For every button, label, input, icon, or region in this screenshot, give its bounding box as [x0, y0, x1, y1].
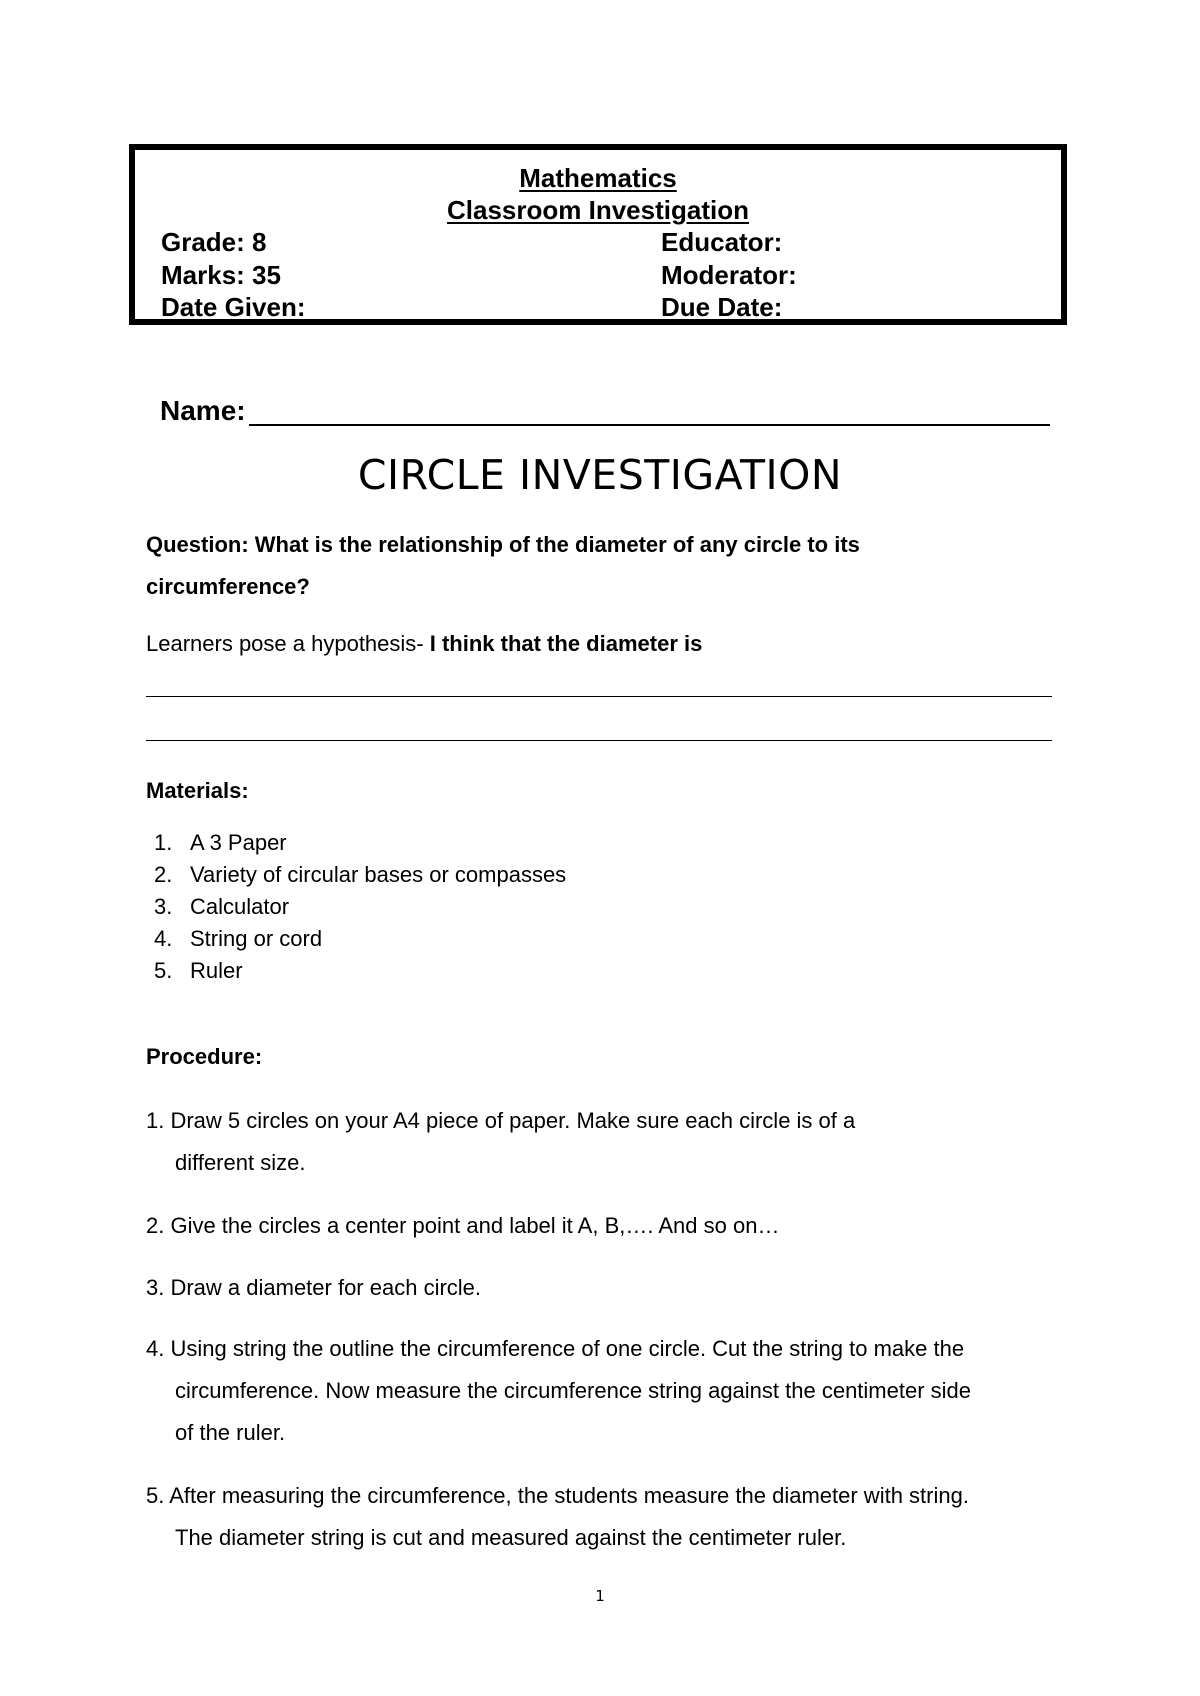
- list-item-text: A 3 Paper: [190, 830, 287, 855]
- list-item-number: 2.: [154, 862, 173, 887]
- step-line: 4. Using string the outline the circumference of one circle. Cut the string to make the: [146, 1336, 965, 1361]
- hypothesis-prefix: Learners pose a hypothesis-: [146, 631, 430, 656]
- step-line: circumference. Now measure the circumference string against the centimeter side: [175, 1378, 972, 1403]
- step-line: 3. Draw a diameter for each circle.: [146, 1275, 482, 1300]
- procedure-heading: Procedure:: [146, 1044, 263, 1069]
- subject-title: Mathematics: [519, 163, 677, 193]
- header-box: [129, 144, 1067, 325]
- grade-field: Grade: 8: [161, 227, 267, 257]
- hypothesis-answer-line-1: [146, 696, 1052, 697]
- hypothesis-answer-line-2: [146, 740, 1052, 741]
- hypothesis-statement: I think that the diameter is: [429, 631, 703, 656]
- page-title: CIRCLE INVESTIGATION: [357, 451, 843, 499]
- step-line: 2. Give the circles a center point and label it A, B,…. And so on…: [146, 1213, 780, 1238]
- step-line: 5. After measuring the circumference, the students measure the diameter with string.: [146, 1483, 969, 1508]
- question-block: [146, 524, 1086, 608]
- question-line-1: Question: What is the relationship of the diameter of any circle to its: [146, 532, 860, 557]
- list-item-number: 5.: [154, 958, 173, 983]
- list-item-text: Ruler: [190, 958, 243, 983]
- list-item-text: Variety of circular bases or compasses: [190, 862, 567, 887]
- moderator-field: Moderator:: [661, 260, 797, 290]
- list-item-number: 1.: [154, 830, 173, 855]
- question-line-2: circumference?: [146, 574, 310, 599]
- task-type-title: Classroom Investigation: [447, 195, 749, 225]
- name-label: Name:: [160, 395, 246, 426]
- educator-field: Educator:: [661, 227, 783, 257]
- name-answer-line: [249, 424, 1050, 426]
- materials-heading: Materials:: [146, 778, 249, 803]
- procedure-step-2: [146, 1205, 1076, 1247]
- page-number: 1: [595, 1587, 605, 1605]
- list-item-text: String or cord: [190, 926, 323, 951]
- procedure-step-1: [146, 1100, 1076, 1184]
- step-line: of the ruler.: [175, 1420, 286, 1445]
- procedure-step-5: [146, 1475, 1076, 1559]
- procedure-step-3: [146, 1267, 1076, 1309]
- hypothesis-prompt: [146, 628, 702, 660]
- list-item-number: 3.: [154, 894, 173, 919]
- step-line: different size.: [175, 1150, 306, 1175]
- list-item-number: 4.: [154, 926, 173, 951]
- list-item-text: Calculator: [190, 894, 290, 919]
- marks-field: Marks: 35: [161, 260, 281, 290]
- procedure-step-4: [146, 1328, 1076, 1454]
- step-line: 1. Draw 5 circles on your A4 piece of paper. Make sure each circle is of a: [146, 1108, 856, 1133]
- step-line: The diameter string is cut and measured against the centimeter ruler.: [175, 1525, 847, 1550]
- date-given-field: Date Given:: [161, 292, 306, 322]
- due-date-field: Due Date:: [661, 292, 783, 322]
